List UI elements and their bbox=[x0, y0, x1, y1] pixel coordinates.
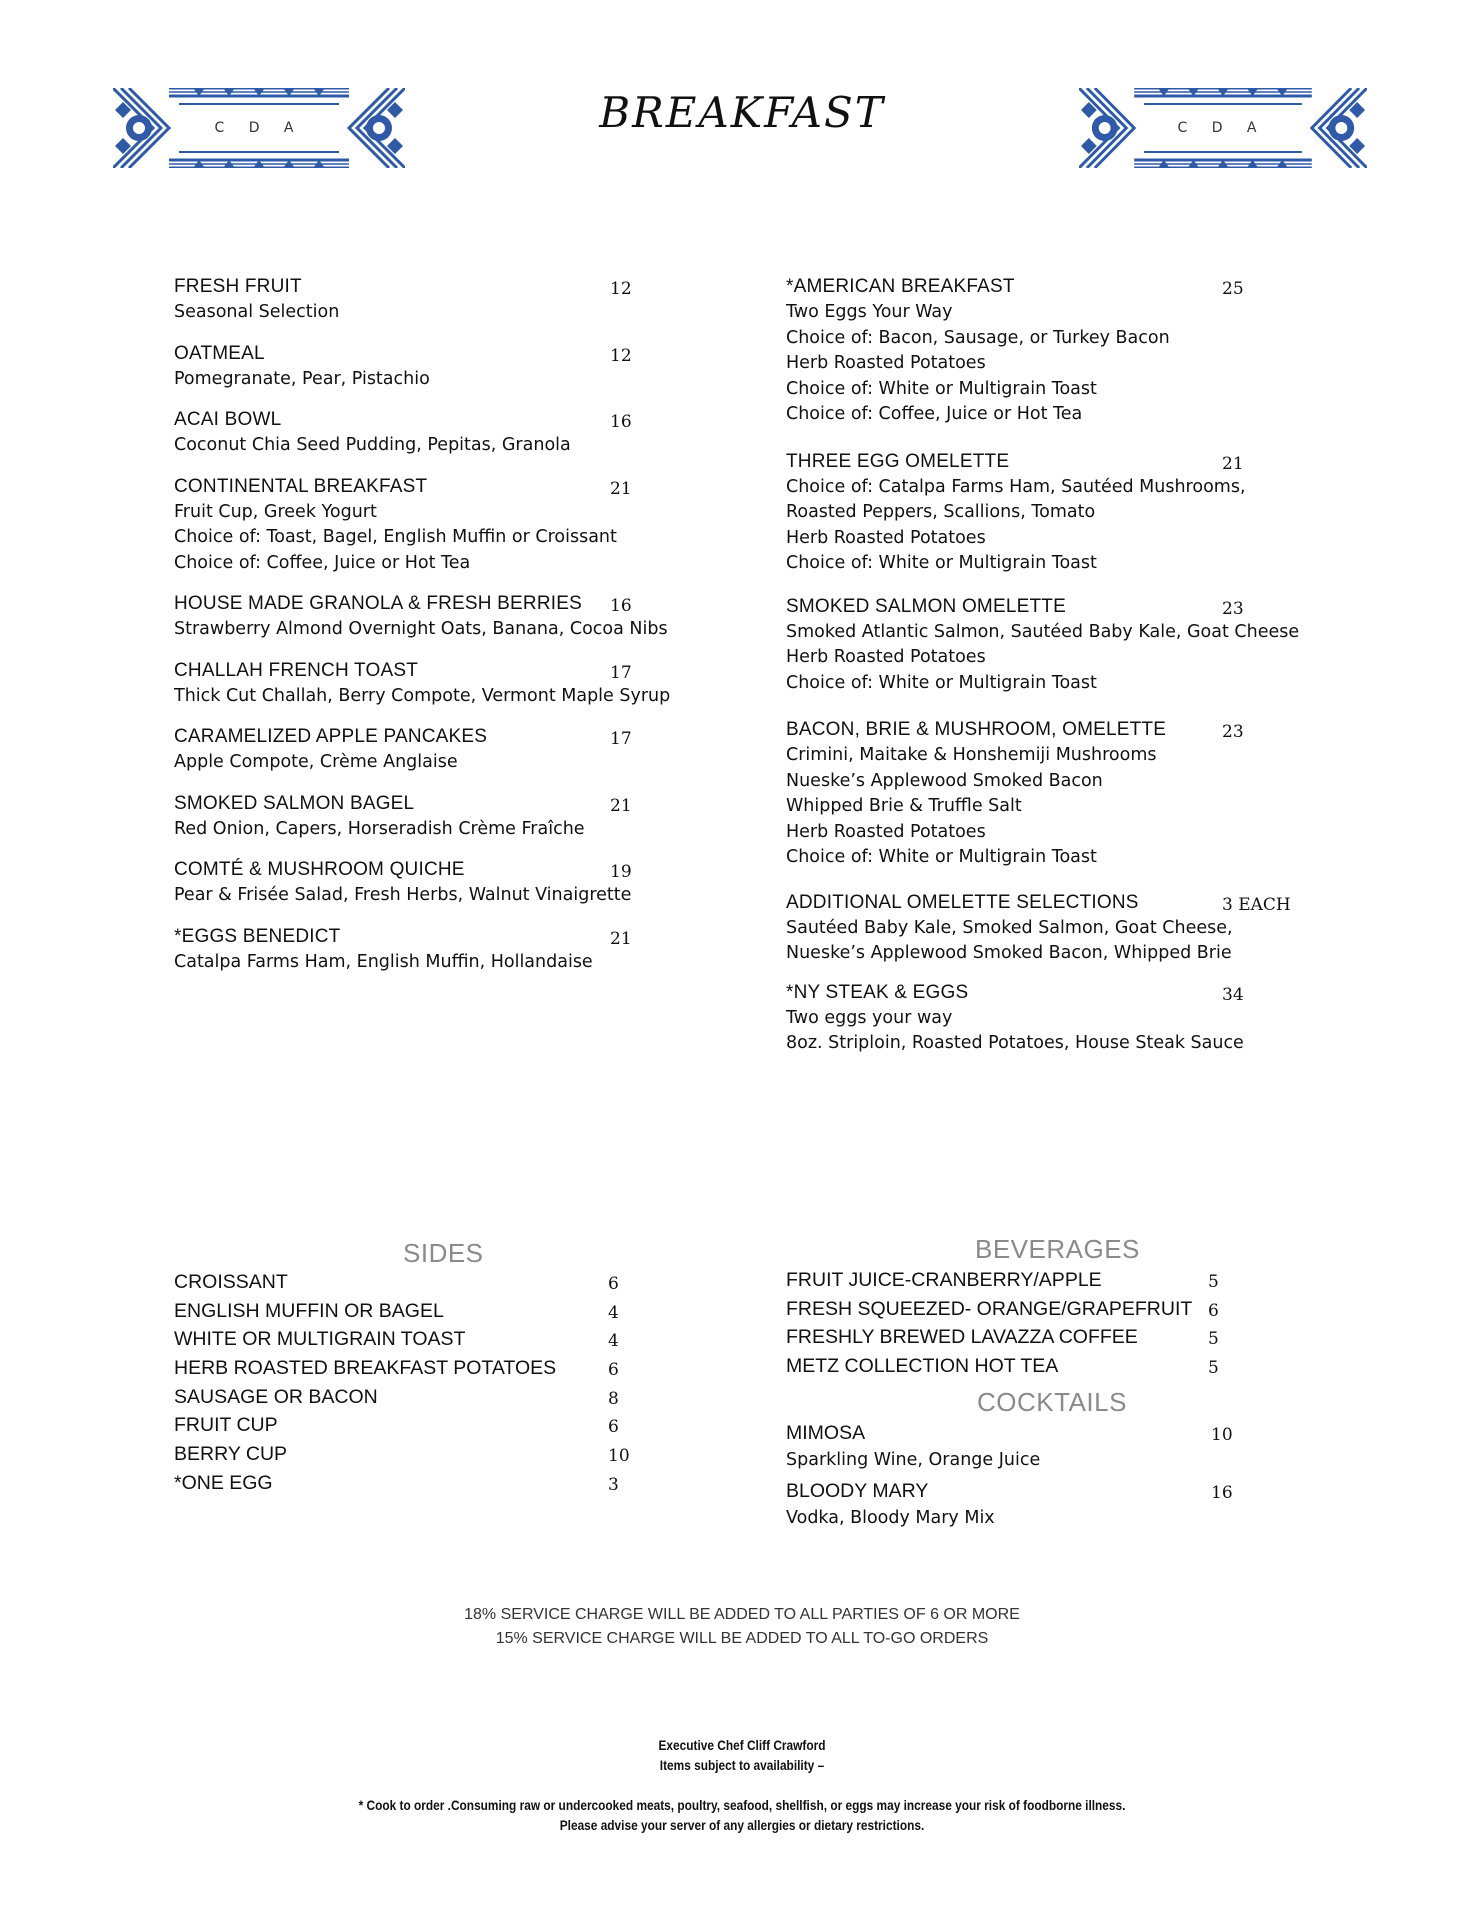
menu-item-price: 34 bbox=[1222, 984, 1244, 1005]
side-item bbox=[174, 1268, 654, 1297]
menu-item-name: *NY STEAK & EGGS bbox=[786, 981, 969, 1003]
menu-item-description: Pomegranate, Pear, Pistachio bbox=[174, 368, 430, 389]
menu-item-description: Choice of: White or Multigrain Toast bbox=[786, 378, 1097, 399]
sides-title: SIDES bbox=[403, 1238, 484, 1268]
menu-item-header bbox=[786, 889, 1306, 916]
logo-right bbox=[1079, 88, 1367, 168]
item-price: 6 bbox=[608, 1360, 619, 1381]
menu-item-description: Choice of: Toast, Bagel, English Muffin or Croissant bbox=[174, 527, 617, 547]
item-price: 5 bbox=[1208, 1329, 1219, 1350]
menu-item-name: CARAMELIZED APPLE PANCAKES bbox=[174, 726, 488, 747]
page-title: BREAKFAST bbox=[599, 88, 885, 137]
menu-item bbox=[786, 979, 1306, 1057]
logo-text-left: C D A bbox=[214, 120, 304, 136]
menu-item-header bbox=[174, 856, 694, 883]
cocktail-name: MIMOSA bbox=[786, 1422, 866, 1444]
menu-item bbox=[174, 657, 694, 710]
side-item bbox=[174, 1469, 654, 1498]
menu-item bbox=[174, 340, 694, 393]
menu-item bbox=[174, 856, 694, 909]
service-charge-note bbox=[0, 1603, 1484, 1651]
cocktail-description: Vodka, Bloody Mary Mix bbox=[786, 1507, 995, 1528]
menu-item bbox=[786, 593, 1306, 697]
cocktails-list bbox=[786, 1419, 1266, 1531]
side-item bbox=[174, 1297, 654, 1326]
menu-item-description: Two eggs your way bbox=[786, 1007, 953, 1028]
menu-item-price: 16 bbox=[610, 412, 632, 432]
menu-item-price: 25 bbox=[1222, 279, 1244, 299]
menu-item-header bbox=[786, 979, 1306, 1006]
menu-item-description: Coconut Chia Seed Pudding, Pepitas, Granola bbox=[174, 435, 571, 455]
menu-item-name: THREE EGG OMELETTE bbox=[786, 450, 1010, 472]
menu-item-price: 3 EACH bbox=[1222, 894, 1291, 915]
item-price: 4 bbox=[608, 1302, 619, 1323]
menu-item-header bbox=[174, 790, 694, 817]
menu-item-price: 17 bbox=[610, 662, 632, 683]
menu-item bbox=[786, 273, 1306, 428]
menu-column-right bbox=[786, 259, 1306, 1057]
menu-item-price: 12 bbox=[610, 279, 632, 299]
menu-item-price: 12 bbox=[610, 345, 632, 366]
cocktail-item bbox=[786, 1477, 1266, 1531]
cocktail-name: BLOODY MARY bbox=[786, 1480, 929, 1503]
menu-item-description: Nueske’s Applewood Smoked Bacon, Whipped Brie bbox=[786, 943, 1232, 963]
menu-item bbox=[174, 790, 694, 843]
menu-item-description: Strawberry Almond Overnight Oats, Banana, Cocoa Nibs bbox=[174, 619, 668, 639]
item-price: 4 bbox=[608, 1331, 619, 1352]
menu-item-name: BACON, BRIE & MUSHROOM, OMELETTE bbox=[786, 719, 1167, 740]
menu-item-description: Choice of: Coffee, Juice or Hot Tea bbox=[174, 552, 471, 573]
item-name: *ONE EGG bbox=[174, 1471, 273, 1494]
cocktails-title: COCKTAILS bbox=[977, 1387, 1127, 1417]
cocktail-header bbox=[786, 1419, 1266, 1448]
menu-item-header bbox=[786, 273, 1306, 300]
menu-item-description: Herb Roasted Potatoes bbox=[786, 647, 986, 667]
item-price: 5 bbox=[1208, 1358, 1219, 1379]
side-item bbox=[174, 1411, 654, 1440]
cocktail-price: 16 bbox=[1211, 1483, 1233, 1504]
menu-item-header bbox=[174, 590, 694, 617]
menu-item-price: 16 bbox=[610, 596, 632, 616]
cocktail-price: 10 bbox=[1211, 1425, 1233, 1445]
menu-item-price: 21 bbox=[1222, 453, 1244, 474]
menu-item bbox=[174, 723, 694, 776]
menu-item-description: Choice of: White or Multigrain Toast bbox=[786, 847, 1097, 867]
menu-item-name: SMOKED SALMON BAGEL bbox=[174, 792, 415, 814]
menu-item bbox=[786, 448, 1306, 577]
item-price: 6 bbox=[608, 1417, 619, 1438]
cocktail-header bbox=[786, 1477, 1266, 1506]
health-warning bbox=[89, 1796, 1395, 1836]
menu-item-description: Choice of: White or Multigrain Toast bbox=[786, 553, 1097, 573]
side-item bbox=[174, 1325, 654, 1354]
menu-column-left bbox=[174, 259, 694, 975]
beverages-list bbox=[786, 1266, 1266, 1381]
service-charge-1: 18% SERVICE CHARGE WILL BE ADDED TO ALL PARTIES OF 6 OR MORE bbox=[464, 1606, 1020, 1623]
menu-item-header bbox=[174, 473, 694, 500]
sides-list bbox=[174, 1268, 654, 1498]
beverage-item bbox=[786, 1352, 1266, 1381]
menu-item-name: FRESH FRUIT bbox=[174, 276, 302, 297]
cocktail-description: Sparkling Wine, Orange Juice bbox=[786, 1449, 1041, 1470]
menu-item-header bbox=[174, 406, 694, 433]
menu-item-description: Fruit Cup, Greek Yogurt bbox=[174, 501, 377, 522]
menu-item bbox=[174, 273, 694, 326]
menu-item-description: Roasted Peppers, Scallions, Tomato bbox=[786, 502, 1096, 522]
chef-name: Executive Chef Cliff Crawford bbox=[658, 1738, 826, 1753]
menu-item-description: 8oz. Striploin, Roasted Potatoes, House Steak Sauce bbox=[786, 1033, 1244, 1053]
side-item bbox=[174, 1440, 654, 1469]
menu-item-name: HOUSE MADE GRANOLA & FRESH BERRIES bbox=[174, 593, 582, 614]
menu-item-description: Choice of: Coffee, Juice or Hot Tea bbox=[786, 404, 1083, 424]
item-price: 3 bbox=[608, 1474, 619, 1495]
logo-text-right: C D A bbox=[1177, 120, 1267, 136]
menu-item-name: OATMEAL bbox=[174, 342, 265, 364]
item-name: FRUIT JUICE-CRANBERRY/APPLE bbox=[786, 1269, 1102, 1291]
beverages-title: BEVERAGES bbox=[975, 1234, 1140, 1264]
menu-item-header bbox=[174, 657, 694, 684]
menu-item-description: Two Eggs Your Way bbox=[786, 302, 953, 322]
menu-item-description: Nueske’s Applewood Smoked Bacon bbox=[786, 770, 1103, 791]
service-charge-2: 15% SERVICE CHARGE WILL BE ADDED TO ALL TO-GO ORDERS bbox=[495, 1630, 989, 1647]
menu-item-description: Choice of: Catalpa Farms Ham, Sautéed Mushrooms, bbox=[786, 476, 1246, 497]
side-item bbox=[174, 1354, 654, 1383]
item-price: 6 bbox=[1208, 1300, 1219, 1321]
item-name: FRESH SQUEEZED- ORANGE/GRAPEFRUIT bbox=[786, 1297, 1193, 1320]
item-name: HERB ROASTED BREAKFAST POTATOES bbox=[174, 1357, 557, 1380]
beverage-item bbox=[786, 1295, 1266, 1324]
menu-item-description: Thick Cut Challah, Berry Compote, Vermont Maple Syrup bbox=[174, 685, 671, 706]
menu-item-header bbox=[174, 923, 694, 950]
item-price: 8 bbox=[608, 1388, 619, 1409]
menu-item-price: 23 bbox=[1222, 722, 1244, 742]
menu-item-description: Catalpa Farms Ham, English Muffin, Hollandaise bbox=[174, 951, 593, 972]
item-name: FRUIT CUP bbox=[174, 1414, 278, 1437]
menu-item-name: *EGGS BENEDICT bbox=[174, 925, 341, 947]
beverage-item bbox=[786, 1266, 1266, 1295]
menu-item-description: Choice of: White or Multigrain Toast bbox=[786, 672, 1097, 693]
menu-item-header bbox=[786, 716, 1306, 743]
item-name: BERRY CUP bbox=[174, 1443, 288, 1466]
item-name: CROISSANT bbox=[174, 1271, 288, 1293]
menu-item-name: ADDITIONAL OMELETTE SELECTIONS bbox=[786, 891, 1139, 913]
menu-item-header bbox=[786, 448, 1306, 475]
chef-note bbox=[89, 1736, 1395, 1776]
menu-item-price: 19 bbox=[610, 862, 632, 882]
menu-item-price: 23 bbox=[1222, 598, 1244, 619]
menu-item-header bbox=[786, 593, 1306, 620]
item-price: 10 bbox=[608, 1446, 630, 1467]
menu-item-description: Smoked Atlantic Salmon, Sautéed Baby Kale, Goat Cheese bbox=[786, 621, 1300, 642]
menu-item-description: Herb Roasted Potatoes bbox=[786, 353, 986, 373]
menu-item bbox=[174, 923, 694, 976]
item-name: FRESHLY BREWED LAVAZZA COFFEE bbox=[786, 1326, 1138, 1349]
menu-item-name: ACAI BOWL bbox=[174, 409, 282, 430]
menu-item-description: Apple Compote, Crème Anglaise bbox=[174, 752, 458, 772]
menu-item-name: CHALLAH FRENCH TOAST bbox=[174, 659, 419, 681]
menu-item-name: *AMERICAN BREAKFAST bbox=[786, 276, 1015, 297]
menu-item bbox=[174, 590, 694, 643]
item-name: WHITE OR MULTIGRAIN TOAST bbox=[174, 1328, 466, 1351]
menu-item-description: Pear & Frisée Salad, Fresh Herbs, Walnut Vinaigrette bbox=[174, 885, 632, 905]
menu-item bbox=[786, 716, 1306, 871]
menu-item-description: Choice of: Bacon, Sausage, or Turkey Bacon bbox=[786, 327, 1170, 348]
item-name: SAUSAGE OR BACON bbox=[174, 1385, 378, 1408]
menu-item bbox=[174, 406, 694, 459]
menu-item-description: Seasonal Selection bbox=[174, 302, 340, 322]
menu-item bbox=[174, 473, 694, 577]
item-price: 6 bbox=[608, 1274, 619, 1294]
menu-item-name: CONTINENTAL BREAKFAST bbox=[174, 475, 428, 497]
menu-item-price: 17 bbox=[610, 729, 632, 749]
beverage-item bbox=[786, 1323, 1266, 1352]
allergy-note: Please advise your server of any allergies or dietary restrictions. bbox=[559, 1818, 925, 1833]
side-item bbox=[174, 1383, 654, 1412]
menu-item-header bbox=[174, 340, 694, 367]
menu-item-description: Whipped Brie & Truffle Salt bbox=[786, 796, 1022, 816]
menu-item-header bbox=[174, 273, 694, 300]
menu-item-description: Herb Roasted Potatoes bbox=[786, 821, 986, 842]
menu-item-price: 21 bbox=[610, 478, 632, 499]
menu-item-name: COMTÉ & MUSHROOM QUICHE bbox=[174, 859, 465, 880]
availability-note: Items subject to availability – bbox=[659, 1758, 825, 1773]
menu-item bbox=[786, 889, 1306, 967]
foodborne-warning: * Cook to order .Consuming raw or undercooked meats, poultry, seafood, shellfish, or eggs may increase your risk of foodborne illness. bbox=[358, 1798, 1126, 1813]
menu-item-description: Sautéed Baby Kale, Smoked Salmon, Goat Cheese, bbox=[786, 917, 1233, 938]
cocktail-item bbox=[786, 1419, 1266, 1473]
menu-item-price: 21 bbox=[610, 795, 632, 816]
item-name: METZ COLLECTION HOT TEA bbox=[786, 1355, 1059, 1378]
menu-item-header bbox=[174, 723, 694, 750]
item-price: 5 bbox=[1208, 1272, 1219, 1292]
menu-item-description: Crimini, Maitake & Honshemiji Mushrooms bbox=[786, 745, 1157, 765]
menu-item-price: 21 bbox=[610, 928, 632, 949]
menu-item-description: Herb Roasted Potatoes bbox=[786, 527, 986, 548]
menu-item-name: SMOKED SALMON OMELETTE bbox=[786, 595, 1066, 617]
menu-item-description: Red Onion, Capers, Horseradish Crème Fraîche bbox=[174, 818, 585, 839]
item-name: ENGLISH MUFFIN OR BAGEL bbox=[174, 1299, 444, 1322]
